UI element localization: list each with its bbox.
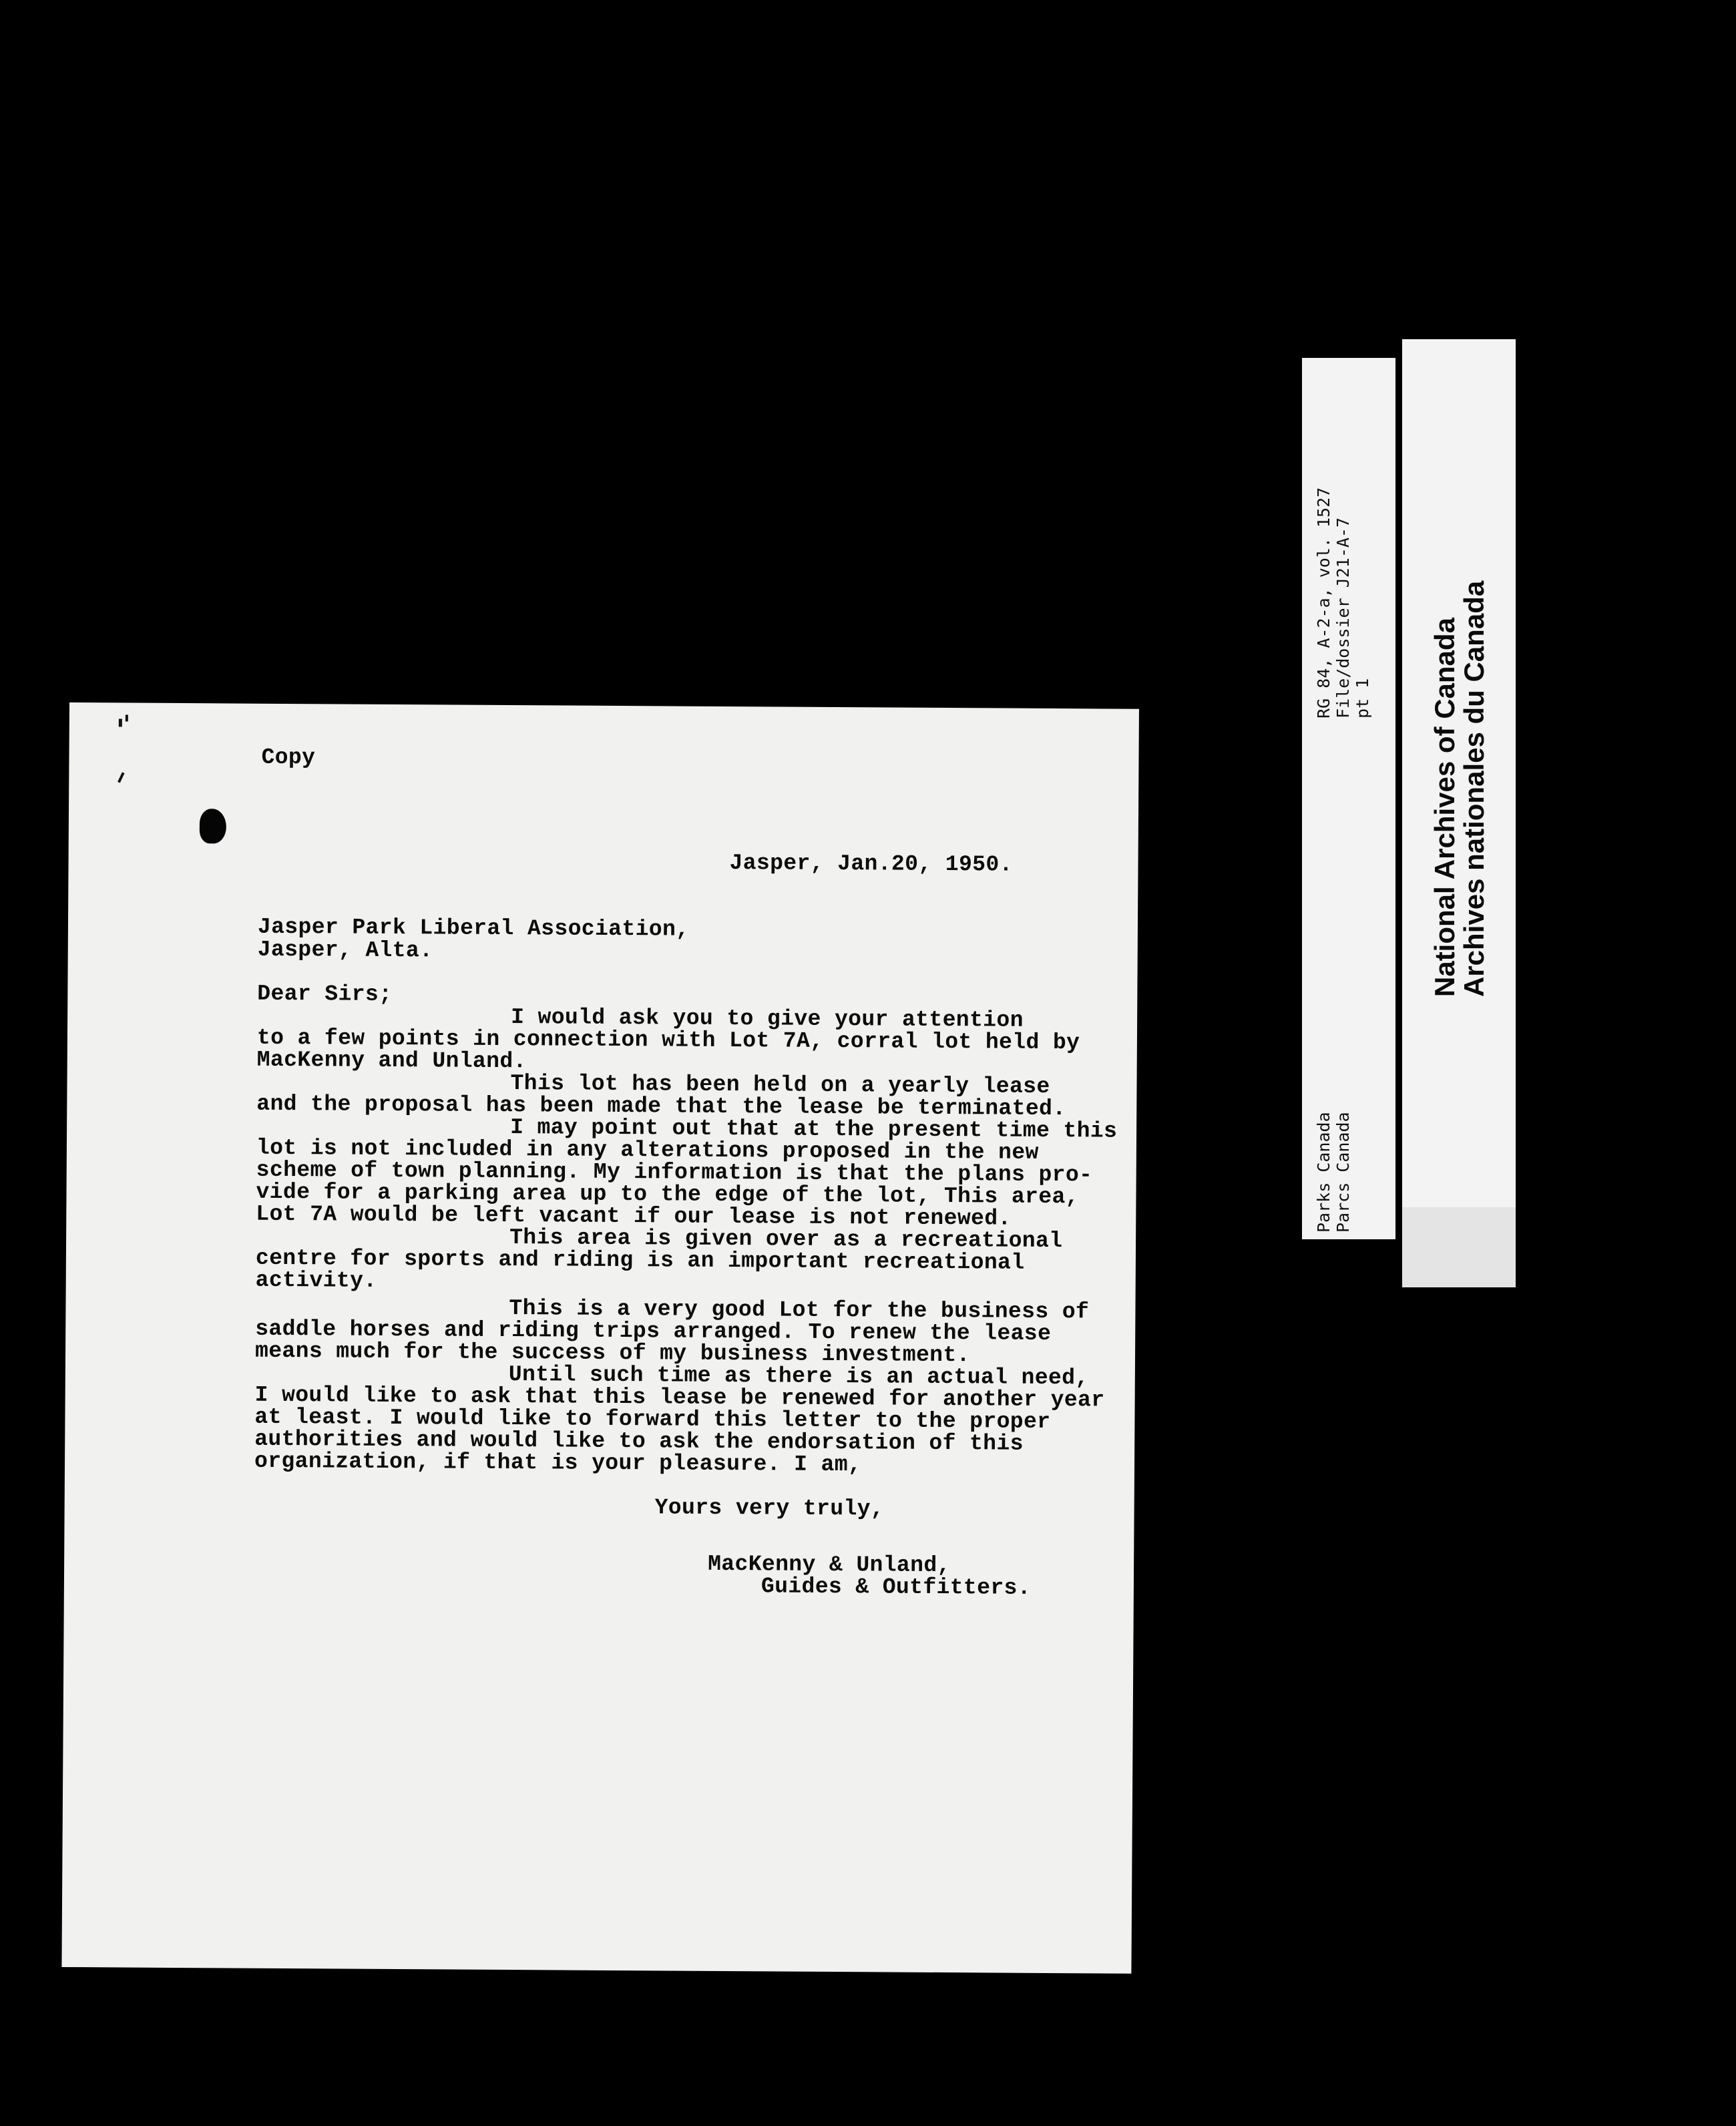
ink-blot	[200, 809, 226, 843]
agency-line: Parcs Canada	[1333, 1112, 1353, 1233]
letter-date: Jasper, Jan.20, 1950.	[729, 851, 1013, 877]
salutation: Dear Sirs;	[257, 981, 393, 1007]
archive-reference-strip	[1302, 358, 1395, 1239]
archive-label-line: Archives nationales du Canada	[1458, 580, 1490, 997]
signature-line: MacKenny & Unland,	[708, 1551, 951, 1578]
margin-mark	[118, 772, 124, 783]
addressee-line: Jasper Park Liberal Association,	[257, 914, 690, 942]
body-line: lot is not included in any alterations proposed in the new	[256, 1135, 1039, 1165]
agency-name	[1314, 1112, 1353, 1233]
body-line: Until such time as there is an actual need,	[508, 1362, 1089, 1391]
strip-shadow	[1402, 1207, 1516, 1287]
body-line: authorities and would like to ask the endorsation of this	[254, 1426, 1024, 1456]
letter-sheet	[61, 702, 1139, 1974]
copy-header: Copy	[261, 745, 316, 771]
reference-line: RG 84, A-2-a, vol. 1527	[1314, 487, 1333, 718]
archive-label-line: National Archives of Canada	[1429, 618, 1460, 997]
body-line: at least. I would like to forward this letter to the proper	[254, 1404, 1051, 1434]
body-line: organization, if that is your pleasure. I am,	[254, 1448, 862, 1478]
reference-line: pt 1	[1353, 678, 1372, 718]
body-line: and the proposal has been made that the lease be terminated.	[256, 1091, 1066, 1122]
archive-label-strip	[1402, 339, 1516, 1287]
signature-line: Guides & Outfitters.	[761, 1574, 1032, 1601]
body-line: This lot has been held on a yearly lease	[510, 1071, 1050, 1099]
body-line: vide for a parking area up to the edge of the lot, This area,	[256, 1179, 1080, 1210]
archive-label	[1430, 581, 1489, 997]
body-line: I would ask you to give your attention	[511, 1005, 1024, 1033]
body-line: centre for sports and riding is an important recreational	[255, 1245, 1025, 1275]
body-line: means much for the success of my business investment.	[254, 1338, 970, 1368]
agency-line: Parks Canada	[1314, 1112, 1333, 1233]
body-line: I would like to ask that this lease be renewed for another year	[254, 1382, 1105, 1413]
reference-line: File/dossier J21-A-7	[1333, 517, 1353, 718]
body-line: I may point out that at the present time this	[510, 1115, 1118, 1144]
margin-mark	[126, 715, 128, 722]
body-line: to a few points in connection with Lot 7A, corral lot held by	[256, 1025, 1080, 1056]
margin-mark	[119, 718, 122, 726]
body-line: scheme of town planning. My information is that the plans pro-	[256, 1157, 1093, 1188]
body-line: MacKenny and Unland.	[256, 1047, 527, 1074]
body-line: This area is given over as a recreational	[509, 1225, 1063, 1254]
body-line: This is a very good Lot for the business of	[509, 1296, 1090, 1325]
addressee-line: Jasper, Alta.	[257, 937, 433, 964]
closing: Yours very truly,	[654, 1495, 885, 1522]
body-line: activity.	[255, 1267, 377, 1293]
body-line: Lot 7A would be left vacant if our lease is not renewed.	[256, 1201, 1012, 1231]
archive-reference	[1314, 487, 1372, 718]
body-line: saddle horses and riding trips arranged. To renew the lease	[255, 1316, 1052, 1346]
